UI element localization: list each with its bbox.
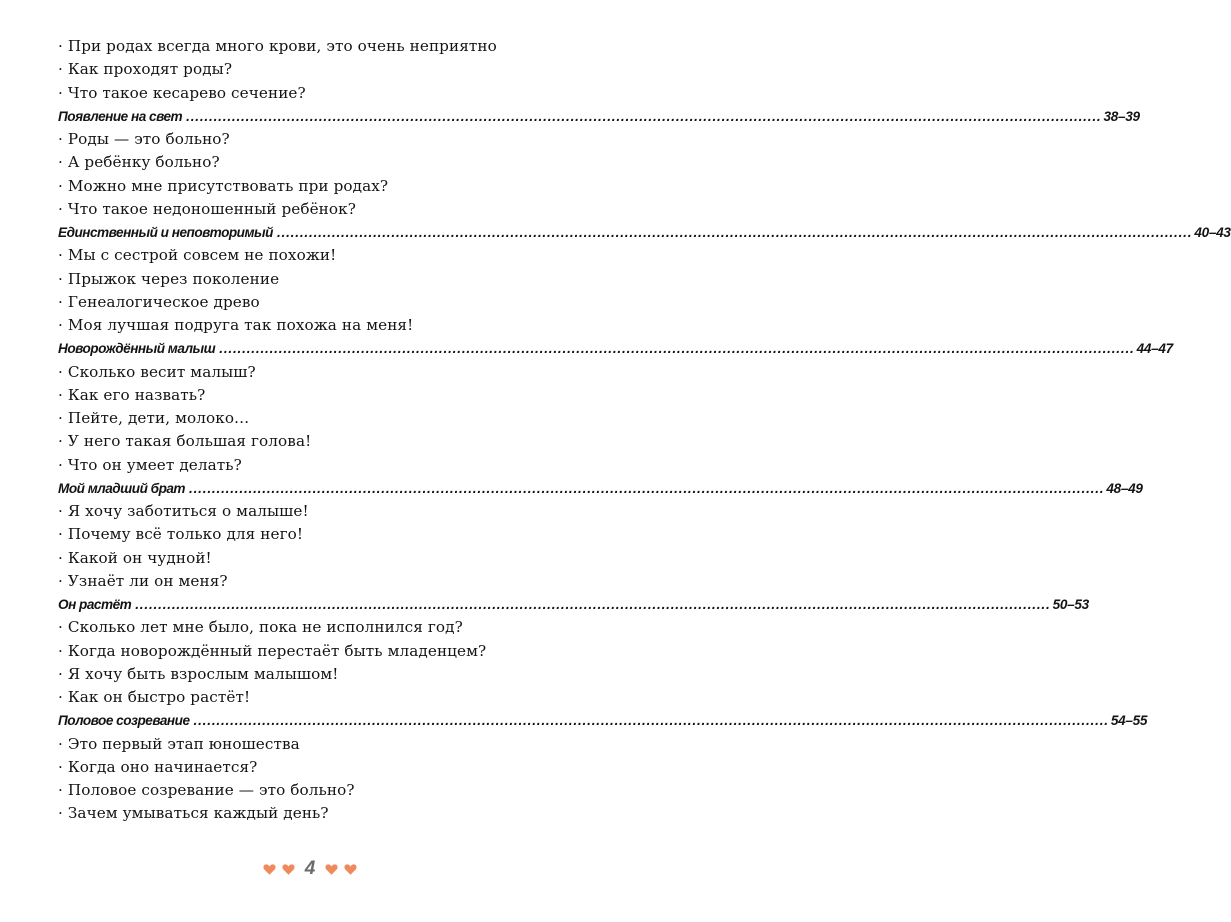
toc-section-heading [58,709,1148,732]
section-page-range: 50–53 [1052,597,1089,612]
toc-question-item: · Зачем умываться каждый день? [58,804,329,823]
section-page-range: 40–43 [1194,225,1231,240]
toc-question-item: · Какой он чудной! [58,548,212,567]
section-title: Единственный и неповторимый [58,225,273,240]
heart-icon [282,863,295,876]
toc-question-item: · При родах всегда много крови, это очень неприятно [58,37,497,55]
section-page-range: 48–49 [1106,480,1143,496]
toc-question-item: · У него такая большая голова! [58,432,312,451]
dot-leader: ........................................................................................................................................................................................................ [189,480,1105,496]
toc-question-item: · Я хочу заботиться о малыше! [58,502,309,520]
toc-question-item: · Мы с сестрой совсем не похожи! [58,246,337,265]
section-title: Он растёт [58,597,132,612]
toc-section-heading [58,477,1143,500]
toc-question-item: · Как проходят роды? [58,60,233,79]
toc-question-item: · Сколько весит малыш? [58,362,256,381]
section-title: Новорождённый малыш [58,341,216,357]
page-footer [0,858,620,880]
dot-leader: ........................................................................................................................................................................................................ [186,108,1102,124]
toc-question-item: · Половое созревание — это больно? [58,781,355,799]
toc-section-heading [58,337,1173,360]
table-of-contents [58,35,1231,826]
section-page-range: 38–39 [1103,108,1140,124]
page-number: 4 [304,858,316,879]
toc-question-item: · Что такое недоношенный ребёнок? [58,199,356,218]
dot-leader: ........................................................................................................................................................................................................ [276,225,1193,240]
toc-question-item: · Это первый этап юношества [58,734,300,753]
toc-question-item: · Пейте, дети, молоко… [58,409,250,427]
toc-section-heading [58,105,1140,128]
toc-section-heading [58,593,1089,616]
dot-leader: ........................................................................................................................................................................................................ [135,597,1051,612]
toc-question-item: · Когда новорождённый перестаёт быть младенцем? [58,641,487,660]
dot-leader: ........................................................................................................................................................................................................ [219,341,1135,357]
section-page-range: 44–47 [1136,341,1173,357]
heart-icon [325,863,338,876]
toc-question-item: · Когда оно начинается? [58,757,258,776]
toc-question-item: · Что он умеет делать? [58,455,242,474]
toc-question-item: · Можно мне присутствовать при родах? [58,176,389,195]
toc-question-item: · Генеалогическое древо [58,292,260,311]
toc-question-item: · А ребёнку больно? [58,153,220,172]
heart-icon [344,863,357,876]
toc-question-item: · Прыжок через поколение [58,269,280,288]
toc-question-item: · Узнаёт ли он меня? [58,571,228,590]
toc-question-item: · Как он быстро растёт! [58,688,251,706]
toc-question-item: · Роды — это больно? [58,130,230,148]
section-title: Мой младший брат [58,480,186,496]
dot-leader: ........................................................................................................................................................................................................ [193,713,1109,729]
toc-section-heading [58,221,1231,244]
section-title: Половое созревание [58,713,190,729]
heart-icon [263,863,276,876]
toc-question-item: · Я хочу быть взрослым малышом! [58,664,339,683]
section-page-range: 54–55 [1110,713,1148,729]
toc-question-item: · Почему всё только для него! [58,525,304,544]
toc-question-item: · Как его назвать? [58,385,206,404]
toc-question-item: · Что такое кесарево сечение? [58,83,306,102]
toc-question-item: · Моя лучшая подруга так похожа на меня! [58,316,414,334]
toc-question-item: · Сколько лет мне было, пока не исполнился год? [58,618,463,637]
section-title: Появление на свет [58,108,183,124]
